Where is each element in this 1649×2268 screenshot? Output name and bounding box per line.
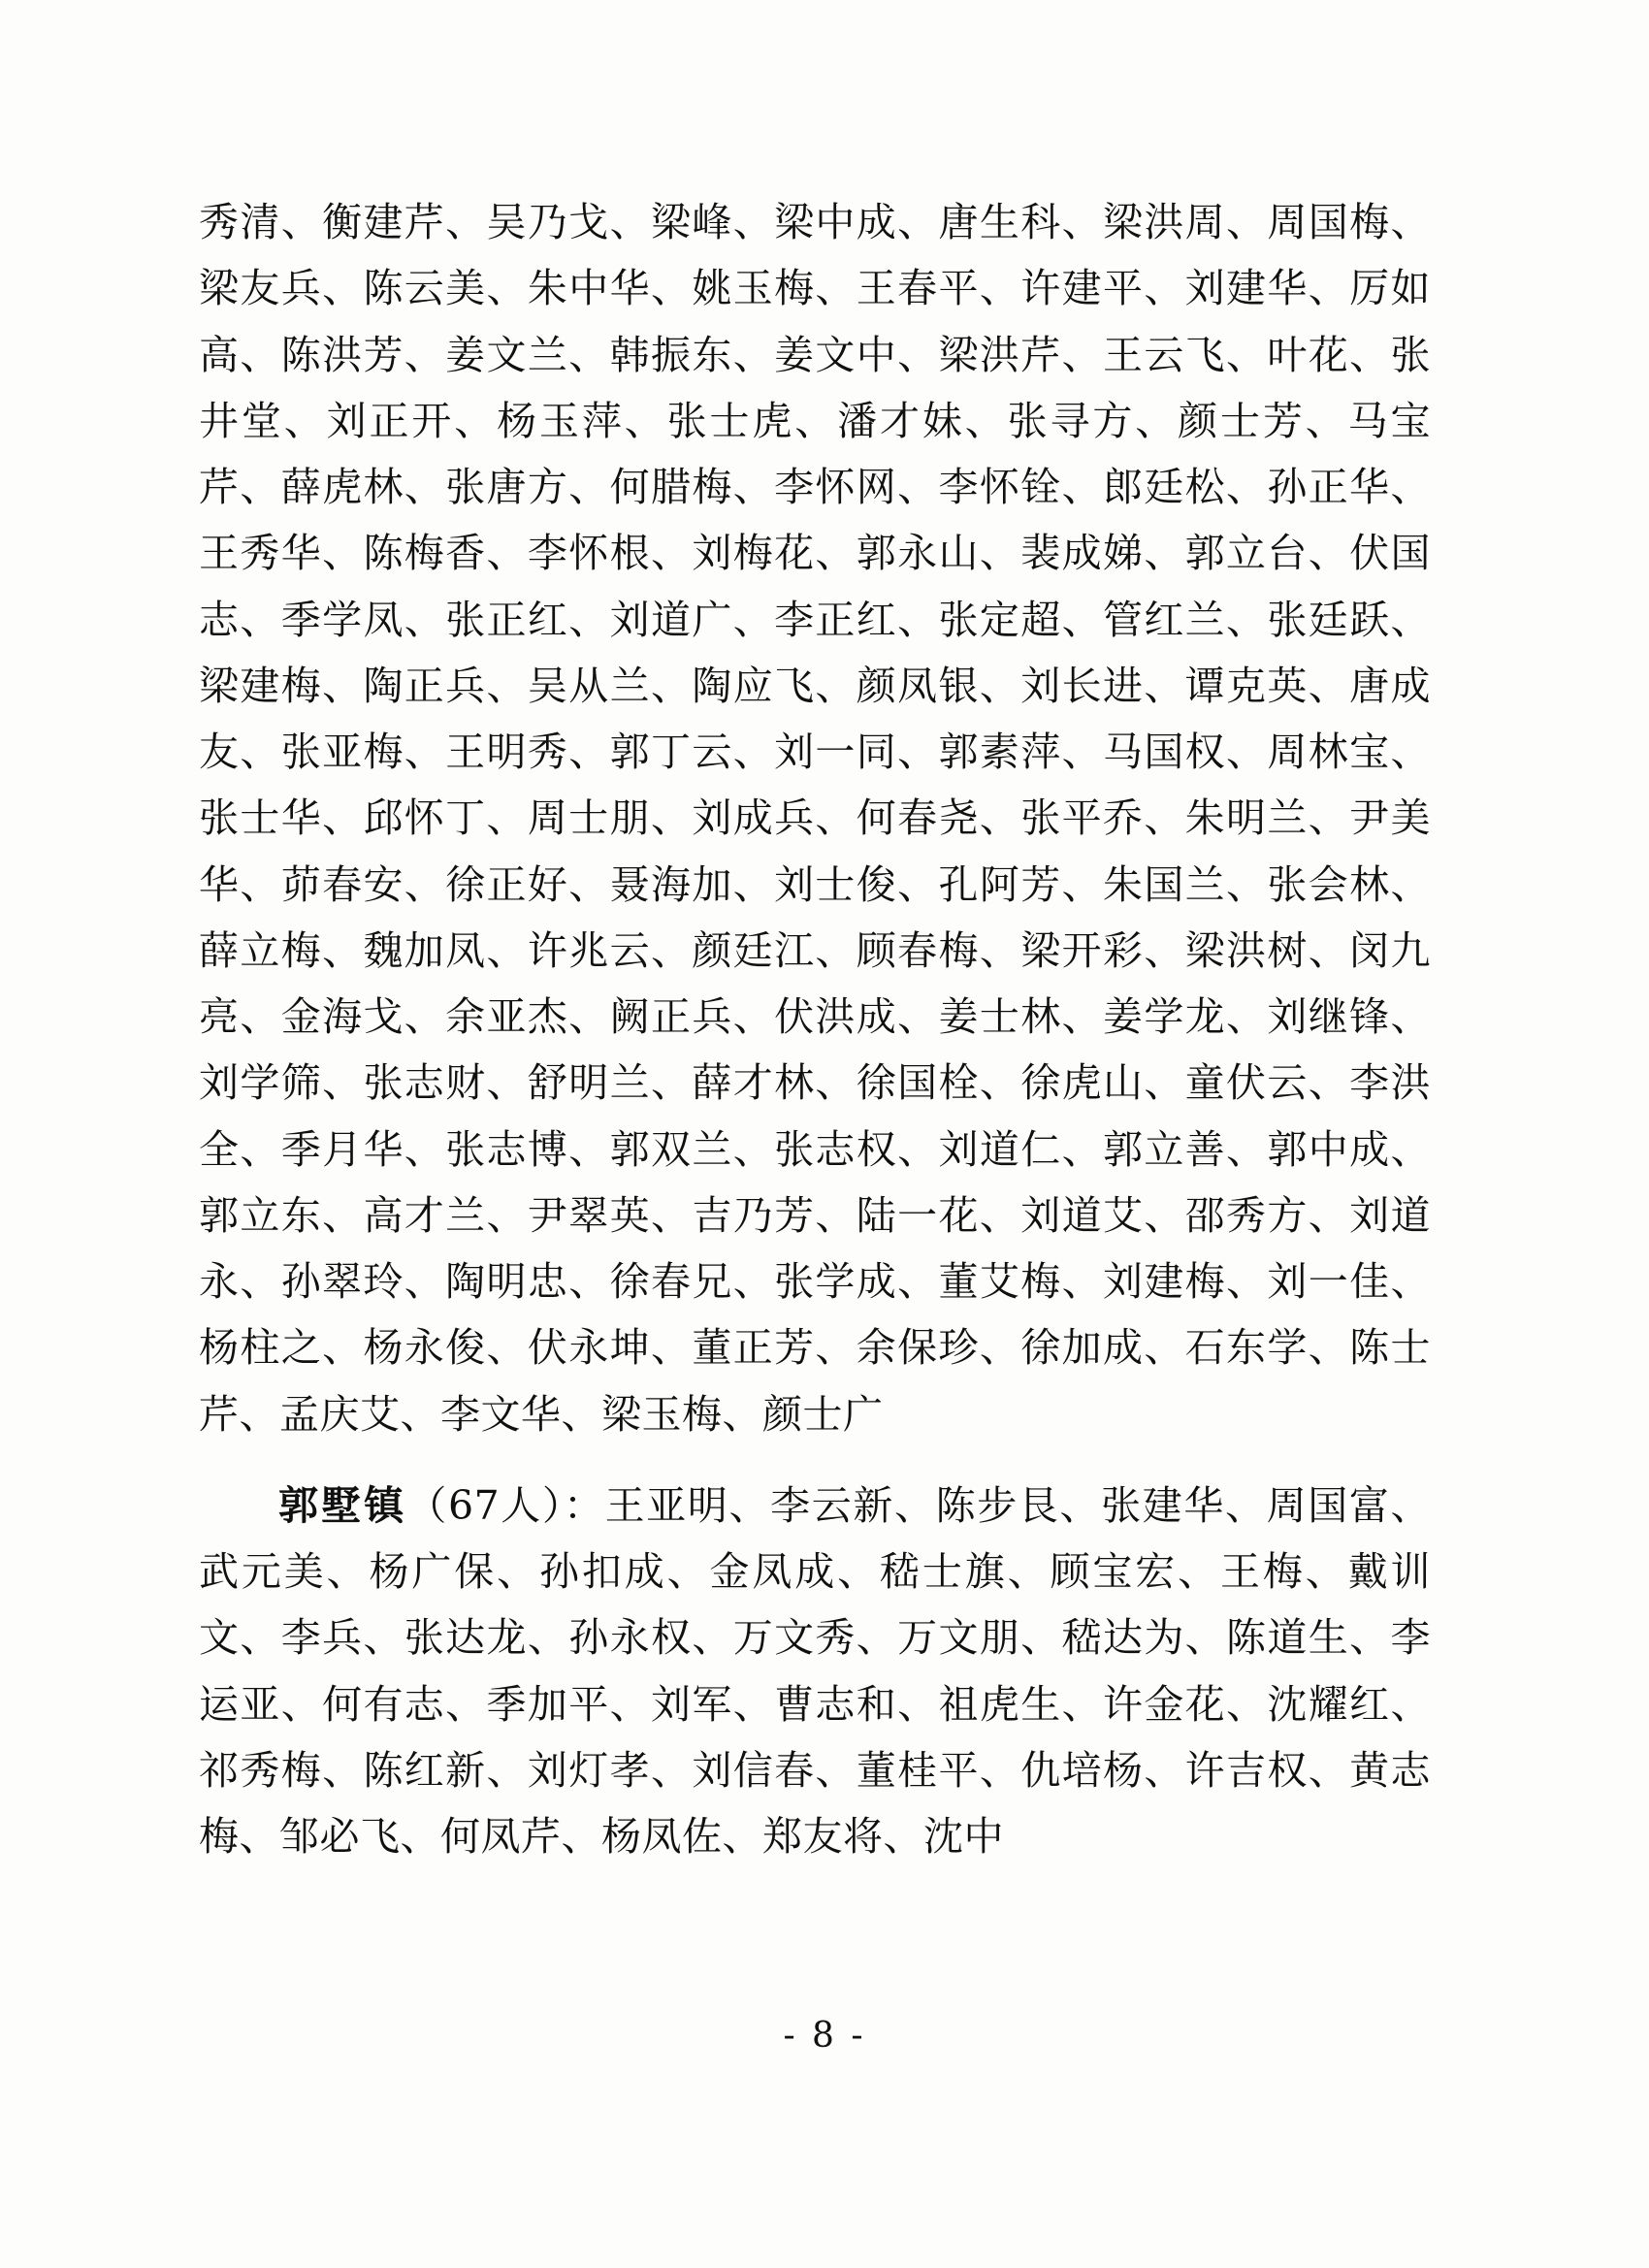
town-name-label: 郭墅镇 [278, 1481, 407, 1529]
town-separator: ： [564, 1481, 605, 1529]
page-content [199, 189, 1431, 1869]
page-number: - 8 - [783, 2016, 866, 2056]
town-names-list: 王亚明、李云新、陈步艮、张建华、周国富、武元美、杨广保、孙扣成、金凤成、嵇士旗、顾宝宏、王梅、戴训文、李兵、张达龙、孙永权、万文秀、万文朋、嵇达为、陈道生、李运亚、何有志、季加平、刘军、曹志和、祖虎生、许金花、沈耀红、祁秀梅、陈红新、刘灯孝、刘信春、董桂平、仇培杨、许吉权、黄志梅、邹必飞、何凤芹、杨凤佐、郑友将、沈中 [199, 1481, 1432, 1860]
town-count-label: （67人） [406, 1481, 565, 1529]
paragraph-guoshu-town [199, 1473, 1431, 1870]
paragraph-names-continued: 秀清、衡建芹、吴乃戈、梁峰、梁中成、唐生科、梁洪周、周国梅、梁友兵、陈云美、朱中华、姚玉梅、王春平、许建平、刘建华、厉如高、陈洪芳、姜文兰、韩振东、姜文中、梁洪芹、王云飞、叶花、张井堂、刘正开、杨玉萍、张士虎、潘才妹、张寻方、颜士芳、马宝芹、薛虎林、张唐方、何腊梅、李怀网、李怀铨、郎廷松、孙正华、王秀华、陈梅香、李怀根、刘梅花、郭永山、裴成娣、郭立台、伏国志、季学凤、张正红、刘道广、李正红、张定超、管红兰、张廷跃、梁建梅、陶正兵、吴从兰、陶应飞、颜凤银、刘长进、谭克英、唐成友、张亚梅、王明秀、郭丁云、刘一同、郭素萍、马国权、周林宝、张士华、邱怀丁、周士朋、刘成兵、何春尧、张平乔、朱明兰、尹美华、茆春安、徐正好、聂海加、刘士俊、孔阿芳、朱国兰、张会林、薛立梅、魏加凤、许兆云、颜廷江、顾春梅、梁开彩、梁洪树、闵九亮、金海戈、余亚杰、阙正兵、伏洪成、姜士林、姜学龙、刘继锋、刘学筛、张志财、舒明兰、薛才林、徐国栓、徐虎山、童伏云、李洪全、季月华、张志博、郭双兰、张志权、刘道仁、郭立善、郭中成、郭立东、高才兰、尹翠英、吉乃芳、陆一花、刘道艾、邵秀方、刘道永、孙翠玲、陶明忠、徐春兄、张学成、董艾梅、刘建梅、刘一佳、杨柱之、杨永俊、伏永坤、董正芳、余保珍、徐加成、石东学、陈士芹、孟庆艾、李文华、梁玉梅、颜士广 [199, 199, 1431, 1438]
